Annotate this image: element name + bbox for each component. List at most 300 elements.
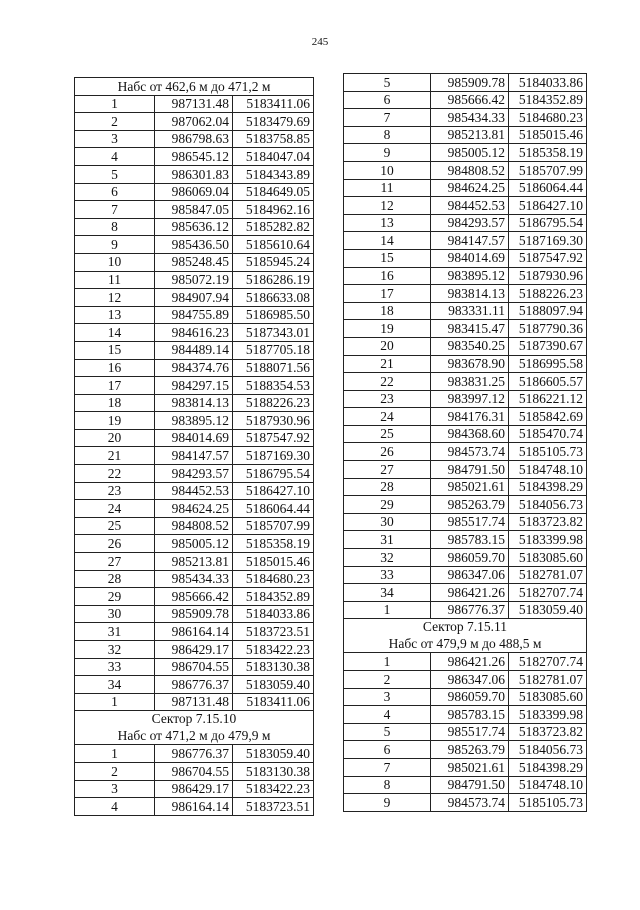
y-coordinate: 5185610.64 bbox=[233, 236, 314, 254]
y-coordinate: 5183399.98 bbox=[509, 706, 587, 724]
x-coordinate: 985847.05 bbox=[155, 201, 233, 219]
x-coordinate: 985248.45 bbox=[155, 253, 233, 271]
x-coordinate: 985263.79 bbox=[431, 496, 509, 514]
x-coordinate: 984616.23 bbox=[155, 324, 233, 342]
point-number: 9 bbox=[344, 794, 431, 812]
table-row bbox=[75, 236, 314, 254]
y-coordinate: 5186633.08 bbox=[233, 289, 314, 307]
x-coordinate: 983895.12 bbox=[431, 267, 509, 285]
y-coordinate: 5183059.40 bbox=[509, 601, 587, 619]
point-number: 22 bbox=[344, 373, 431, 391]
point-number: 33 bbox=[75, 658, 155, 676]
table-row bbox=[75, 588, 314, 606]
y-coordinate: 5183059.40 bbox=[233, 745, 314, 763]
point-number: 20 bbox=[75, 429, 155, 447]
table-row bbox=[75, 148, 314, 166]
point-number: 2 bbox=[75, 113, 155, 131]
table-row bbox=[344, 302, 587, 320]
x-coordinate: 987131.48 bbox=[155, 95, 233, 113]
y-coordinate: 5187790.36 bbox=[509, 320, 587, 338]
page-number: 245 bbox=[311, 36, 329, 48]
point-number: 26 bbox=[75, 535, 155, 553]
table-row bbox=[344, 566, 587, 584]
y-coordinate: 5184649.05 bbox=[233, 183, 314, 201]
y-coordinate: 5187390.67 bbox=[509, 337, 587, 355]
table-row bbox=[344, 373, 587, 391]
table-row bbox=[75, 482, 314, 500]
point-number: 26 bbox=[344, 443, 431, 461]
x-coordinate: 984452.53 bbox=[155, 482, 233, 500]
x-coordinate: 986704.55 bbox=[155, 658, 233, 676]
y-coordinate: 5187930.96 bbox=[233, 412, 314, 430]
x-coordinate: 986069.04 bbox=[155, 183, 233, 201]
y-coordinate: 5183723.51 bbox=[233, 623, 314, 641]
point-number: 4 bbox=[75, 148, 155, 166]
point-number: 8 bbox=[75, 218, 155, 236]
point-number: 22 bbox=[75, 465, 155, 483]
table-row bbox=[75, 570, 314, 588]
point-number: 12 bbox=[344, 197, 431, 215]
y-coordinate: 5186427.10 bbox=[233, 482, 314, 500]
table-row bbox=[344, 794, 587, 812]
y-coordinate: 5185358.19 bbox=[509, 144, 587, 162]
table-row bbox=[75, 130, 314, 148]
table-row bbox=[75, 658, 314, 676]
x-coordinate: 985517.74 bbox=[431, 723, 509, 741]
coordinates-table-left-body bbox=[75, 78, 314, 816]
table-row bbox=[344, 723, 587, 741]
y-coordinate: 5186985.50 bbox=[233, 306, 314, 324]
table-row bbox=[75, 780, 314, 798]
point-number: 5 bbox=[75, 165, 155, 183]
point-number: 33 bbox=[344, 566, 431, 584]
table-row bbox=[75, 113, 314, 131]
point-number: 10 bbox=[75, 253, 155, 271]
y-coordinate: 5185842.69 bbox=[509, 408, 587, 426]
x-coordinate: 984014.69 bbox=[155, 429, 233, 447]
table-row bbox=[344, 197, 587, 215]
x-coordinate: 985263.79 bbox=[431, 741, 509, 759]
sector-header-row bbox=[344, 619, 587, 653]
y-coordinate: 5186605.57 bbox=[509, 373, 587, 391]
table-row bbox=[75, 798, 314, 816]
y-coordinate: 5183085.60 bbox=[509, 688, 587, 706]
x-coordinate: 986164.14 bbox=[155, 623, 233, 641]
point-number: 18 bbox=[75, 394, 155, 412]
x-coordinate: 986059.70 bbox=[431, 688, 509, 706]
y-coordinate: 5184352.89 bbox=[509, 91, 587, 109]
x-coordinate: 984573.74 bbox=[431, 794, 509, 812]
point-number: 6 bbox=[344, 741, 431, 759]
point-number: 21 bbox=[75, 447, 155, 465]
point-number: 6 bbox=[344, 91, 431, 109]
y-coordinate: 5187705.18 bbox=[233, 341, 314, 359]
point-number: 3 bbox=[344, 688, 431, 706]
x-coordinate: 983997.12 bbox=[431, 390, 509, 408]
y-coordinate: 5188226.23 bbox=[233, 394, 314, 412]
y-coordinate: 5187169.30 bbox=[509, 232, 587, 250]
point-number: 9 bbox=[344, 144, 431, 162]
table-row bbox=[75, 341, 314, 359]
x-coordinate: 983678.90 bbox=[431, 355, 509, 373]
table-row bbox=[344, 688, 587, 706]
point-number: 2 bbox=[75, 762, 155, 780]
point-number: 7 bbox=[75, 201, 155, 219]
point-number: 3 bbox=[75, 780, 155, 798]
y-coordinate: 5185707.99 bbox=[509, 161, 587, 179]
x-coordinate: 984452.53 bbox=[431, 197, 509, 215]
table-row bbox=[75, 271, 314, 289]
x-coordinate: 986347.06 bbox=[431, 566, 509, 584]
y-coordinate: 5183130.38 bbox=[233, 658, 314, 676]
y-coordinate: 5186795.54 bbox=[233, 465, 314, 483]
y-coordinate: 5186064.44 bbox=[509, 179, 587, 197]
x-coordinate: 984293.57 bbox=[431, 214, 509, 232]
x-coordinate: 984147.57 bbox=[155, 447, 233, 465]
x-coordinate: 985436.50 bbox=[155, 236, 233, 254]
x-coordinate: 985636.12 bbox=[155, 218, 233, 236]
table-row bbox=[344, 179, 587, 197]
x-coordinate: 984297.15 bbox=[155, 377, 233, 395]
y-coordinate: 5184047.04 bbox=[233, 148, 314, 166]
point-number: 14 bbox=[344, 232, 431, 250]
table-row bbox=[344, 249, 587, 267]
x-coordinate: 985783.15 bbox=[431, 706, 509, 724]
point-number: 7 bbox=[344, 758, 431, 776]
x-coordinate: 985005.12 bbox=[431, 144, 509, 162]
y-coordinate: 5184056.73 bbox=[509, 496, 587, 514]
point-number: 25 bbox=[344, 425, 431, 443]
table-row bbox=[75, 605, 314, 623]
y-coordinate: 5185282.82 bbox=[233, 218, 314, 236]
x-coordinate: 985213.81 bbox=[155, 553, 233, 571]
coordinates-table-left bbox=[74, 77, 314, 816]
x-coordinate: 984755.89 bbox=[155, 306, 233, 324]
point-number: 5 bbox=[344, 723, 431, 741]
x-coordinate: 986776.37 bbox=[155, 745, 233, 763]
table-row bbox=[75, 394, 314, 412]
x-coordinate: 984808.52 bbox=[155, 517, 233, 535]
y-coordinate: 5183422.23 bbox=[233, 780, 314, 798]
y-coordinate: 5188071.56 bbox=[233, 359, 314, 377]
x-coordinate: 986429.17 bbox=[155, 780, 233, 798]
y-coordinate: 5183411.06 bbox=[233, 95, 314, 113]
sector-header-row bbox=[75, 711, 314, 745]
y-coordinate: 5184056.73 bbox=[509, 741, 587, 759]
table-row bbox=[75, 95, 314, 113]
table-row bbox=[344, 513, 587, 531]
table-row bbox=[344, 496, 587, 514]
y-coordinate: 5185945.24 bbox=[233, 253, 314, 271]
y-coordinate: 5186427.10 bbox=[509, 197, 587, 215]
y-coordinate: 5183411.06 bbox=[233, 693, 314, 711]
point-number: 27 bbox=[344, 461, 431, 479]
x-coordinate: 986421.26 bbox=[431, 584, 509, 602]
table-row bbox=[75, 429, 314, 447]
y-coordinate: 5185358.19 bbox=[233, 535, 314, 553]
table-row bbox=[344, 776, 587, 794]
point-number: 29 bbox=[75, 588, 155, 606]
table-row bbox=[75, 359, 314, 377]
point-number: 12 bbox=[75, 289, 155, 307]
x-coordinate: 985783.15 bbox=[431, 531, 509, 549]
table-row bbox=[344, 355, 587, 373]
table-row bbox=[75, 412, 314, 430]
y-coordinate: 5183059.40 bbox=[233, 676, 314, 694]
point-number: 9 bbox=[75, 236, 155, 254]
point-number: 17 bbox=[344, 285, 431, 303]
y-coordinate: 5186064.44 bbox=[233, 500, 314, 518]
x-coordinate: 985213.81 bbox=[431, 126, 509, 144]
y-coordinate: 5183130.38 bbox=[233, 762, 314, 780]
table-row bbox=[75, 183, 314, 201]
point-number: 8 bbox=[344, 776, 431, 794]
table-row bbox=[75, 517, 314, 535]
y-coordinate: 5184033.86 bbox=[233, 605, 314, 623]
point-number: 30 bbox=[75, 605, 155, 623]
point-number: 16 bbox=[344, 267, 431, 285]
table-row bbox=[75, 218, 314, 236]
table-row bbox=[75, 676, 314, 694]
x-coordinate: 986798.63 bbox=[155, 130, 233, 148]
table-row bbox=[344, 601, 587, 619]
table-row bbox=[344, 706, 587, 724]
x-coordinate: 984293.57 bbox=[155, 465, 233, 483]
y-coordinate: 5187547.92 bbox=[233, 429, 314, 447]
x-coordinate: 984791.50 bbox=[431, 461, 509, 479]
table-row bbox=[344, 408, 587, 426]
x-coordinate: 983814.13 bbox=[155, 394, 233, 412]
point-number: 25 bbox=[75, 517, 155, 535]
table-row bbox=[75, 165, 314, 183]
y-coordinate: 5186795.54 bbox=[509, 214, 587, 232]
table-row bbox=[344, 214, 587, 232]
table-row bbox=[344, 671, 587, 689]
point-number: 1 bbox=[75, 745, 155, 763]
point-number: 16 bbox=[75, 359, 155, 377]
table-row bbox=[344, 425, 587, 443]
point-number: 19 bbox=[75, 412, 155, 430]
point-number: 28 bbox=[75, 570, 155, 588]
x-coordinate: 984573.74 bbox=[431, 443, 509, 461]
x-coordinate: 983331.11 bbox=[431, 302, 509, 320]
point-number: 1 bbox=[344, 601, 431, 619]
point-number: 11 bbox=[75, 271, 155, 289]
table-row bbox=[344, 549, 587, 567]
point-number: 1 bbox=[344, 653, 431, 671]
y-coordinate: 5184748.10 bbox=[509, 461, 587, 479]
y-coordinate: 5184680.23 bbox=[233, 570, 314, 588]
point-number: 24 bbox=[75, 500, 155, 518]
x-coordinate: 986301.83 bbox=[155, 165, 233, 183]
point-number: 17 bbox=[75, 377, 155, 395]
point-number: 4 bbox=[344, 706, 431, 724]
table-row bbox=[344, 109, 587, 127]
point-number: 15 bbox=[344, 249, 431, 267]
table-row bbox=[75, 447, 314, 465]
x-coordinate: 986347.06 bbox=[431, 671, 509, 689]
x-coordinate: 984624.25 bbox=[431, 179, 509, 197]
x-coordinate: 986776.37 bbox=[155, 676, 233, 694]
y-coordinate: 5184352.89 bbox=[233, 588, 314, 606]
point-number: 10 bbox=[344, 161, 431, 179]
sector-title: Сектор 7.15.10 bbox=[151, 711, 237, 727]
x-coordinate: 986704.55 bbox=[155, 762, 233, 780]
point-number: 20 bbox=[344, 337, 431, 355]
point-number: 4 bbox=[75, 798, 155, 816]
point-number: 1 bbox=[75, 693, 155, 711]
y-coordinate: 5183723.82 bbox=[509, 513, 587, 531]
sector-header-cell bbox=[75, 711, 314, 745]
range-header: Набс от 462,6 м до 471,2 м bbox=[75, 78, 314, 96]
x-coordinate: 986421.26 bbox=[431, 653, 509, 671]
x-coordinate: 984147.57 bbox=[431, 232, 509, 250]
point-number: 6 bbox=[75, 183, 155, 201]
table-row bbox=[344, 267, 587, 285]
y-coordinate: 5183723.51 bbox=[233, 798, 314, 816]
y-coordinate: 5182707.74 bbox=[509, 584, 587, 602]
table-row bbox=[75, 500, 314, 518]
y-coordinate: 5182781.07 bbox=[509, 671, 587, 689]
y-coordinate: 5186995.58 bbox=[509, 355, 587, 373]
x-coordinate: 984808.52 bbox=[431, 161, 509, 179]
table-row bbox=[344, 653, 587, 671]
x-coordinate: 984374.76 bbox=[155, 359, 233, 377]
y-coordinate: 5188097.94 bbox=[509, 302, 587, 320]
table-row bbox=[75, 465, 314, 483]
point-number: 13 bbox=[344, 214, 431, 232]
table-row bbox=[75, 377, 314, 395]
x-coordinate: 985666.42 bbox=[155, 588, 233, 606]
point-number: 1 bbox=[75, 95, 155, 113]
table-row bbox=[344, 126, 587, 144]
point-number: 5 bbox=[344, 74, 431, 92]
x-coordinate: 986429.17 bbox=[155, 641, 233, 659]
y-coordinate: 5183399.98 bbox=[509, 531, 587, 549]
point-number: 2 bbox=[344, 671, 431, 689]
point-number: 30 bbox=[344, 513, 431, 531]
table-row bbox=[344, 584, 587, 602]
x-coordinate: 985909.78 bbox=[155, 605, 233, 623]
y-coordinate: 5187169.30 bbox=[233, 447, 314, 465]
table-row bbox=[344, 758, 587, 776]
table-row bbox=[75, 324, 314, 342]
x-coordinate: 984489.14 bbox=[155, 341, 233, 359]
table-row bbox=[344, 74, 587, 92]
y-coordinate: 5183479.69 bbox=[233, 113, 314, 131]
sector-range: Набс от 479,9 м до 488,5 м bbox=[388, 635, 542, 651]
point-number: 15 bbox=[75, 341, 155, 359]
x-coordinate: 985072.19 bbox=[155, 271, 233, 289]
point-number: 23 bbox=[344, 390, 431, 408]
point-number: 31 bbox=[75, 623, 155, 641]
table-row bbox=[344, 161, 587, 179]
point-number: 18 bbox=[344, 302, 431, 320]
x-coordinate: 985021.61 bbox=[431, 758, 509, 776]
table-row bbox=[75, 253, 314, 271]
sector-range: Набс от 471,2 м до 479,9 м bbox=[117, 727, 271, 743]
coordinates-table-right-body bbox=[344, 74, 587, 812]
x-coordinate: 985517.74 bbox=[431, 513, 509, 531]
point-number: 19 bbox=[344, 320, 431, 338]
y-coordinate: 5183723.82 bbox=[509, 723, 587, 741]
table-row bbox=[344, 91, 587, 109]
table-row bbox=[344, 390, 587, 408]
table-row bbox=[75, 623, 314, 641]
x-coordinate: 987131.48 bbox=[155, 693, 233, 711]
y-coordinate: 5185707.99 bbox=[233, 517, 314, 535]
point-number: 14 bbox=[75, 324, 155, 342]
x-coordinate: 985434.33 bbox=[431, 109, 509, 127]
y-coordinate: 5186286.19 bbox=[233, 271, 314, 289]
coordinates-table-right bbox=[343, 73, 587, 812]
y-coordinate: 5184343.89 bbox=[233, 165, 314, 183]
y-coordinate: 5187547.92 bbox=[509, 249, 587, 267]
y-coordinate: 5183758.85 bbox=[233, 130, 314, 148]
y-coordinate: 5184748.10 bbox=[509, 776, 587, 794]
y-coordinate: 5185105.73 bbox=[509, 443, 587, 461]
x-coordinate: 983831.25 bbox=[431, 373, 509, 391]
point-number: 8 bbox=[344, 126, 431, 144]
x-coordinate: 986545.12 bbox=[155, 148, 233, 166]
table-row bbox=[344, 531, 587, 549]
point-number: 13 bbox=[75, 306, 155, 324]
point-number: 29 bbox=[344, 496, 431, 514]
x-coordinate: 985666.42 bbox=[431, 91, 509, 109]
point-number: 21 bbox=[344, 355, 431, 373]
x-coordinate: 985909.78 bbox=[431, 74, 509, 92]
table-row bbox=[75, 306, 314, 324]
y-coordinate: 5186221.12 bbox=[509, 390, 587, 408]
x-coordinate: 986164.14 bbox=[155, 798, 233, 816]
y-coordinate: 5184962.16 bbox=[233, 201, 314, 219]
y-coordinate: 5182781.07 bbox=[509, 566, 587, 584]
y-coordinate: 5185015.46 bbox=[509, 126, 587, 144]
table-row bbox=[75, 535, 314, 553]
y-coordinate: 5187930.96 bbox=[509, 267, 587, 285]
point-number: 32 bbox=[344, 549, 431, 567]
point-number: 27 bbox=[75, 553, 155, 571]
table-row bbox=[75, 201, 314, 219]
point-number: 34 bbox=[344, 584, 431, 602]
x-coordinate: 983895.12 bbox=[155, 412, 233, 430]
x-coordinate: 984368.60 bbox=[431, 425, 509, 443]
y-coordinate: 5185470.74 bbox=[509, 425, 587, 443]
point-number: 7 bbox=[344, 109, 431, 127]
y-coordinate: 5185105.73 bbox=[509, 794, 587, 812]
point-number: 3 bbox=[75, 130, 155, 148]
y-coordinate: 5182707.74 bbox=[509, 653, 587, 671]
y-coordinate: 5184398.29 bbox=[509, 478, 587, 496]
table-row bbox=[344, 337, 587, 355]
x-coordinate: 986776.37 bbox=[431, 601, 509, 619]
point-number: 23 bbox=[75, 482, 155, 500]
x-coordinate: 984176.31 bbox=[431, 408, 509, 426]
table-row bbox=[75, 745, 314, 763]
point-number: 24 bbox=[344, 408, 431, 426]
point-number: 11 bbox=[344, 179, 431, 197]
point-number: 28 bbox=[344, 478, 431, 496]
table-row bbox=[75, 553, 314, 571]
sector-header-cell bbox=[344, 619, 587, 653]
table-row bbox=[344, 232, 587, 250]
x-coordinate: 985005.12 bbox=[155, 535, 233, 553]
y-coordinate: 5184033.86 bbox=[509, 74, 587, 92]
y-coordinate: 5184398.29 bbox=[509, 758, 587, 776]
table-row bbox=[344, 144, 587, 162]
x-coordinate: 986059.70 bbox=[431, 549, 509, 567]
point-number: 32 bbox=[75, 641, 155, 659]
